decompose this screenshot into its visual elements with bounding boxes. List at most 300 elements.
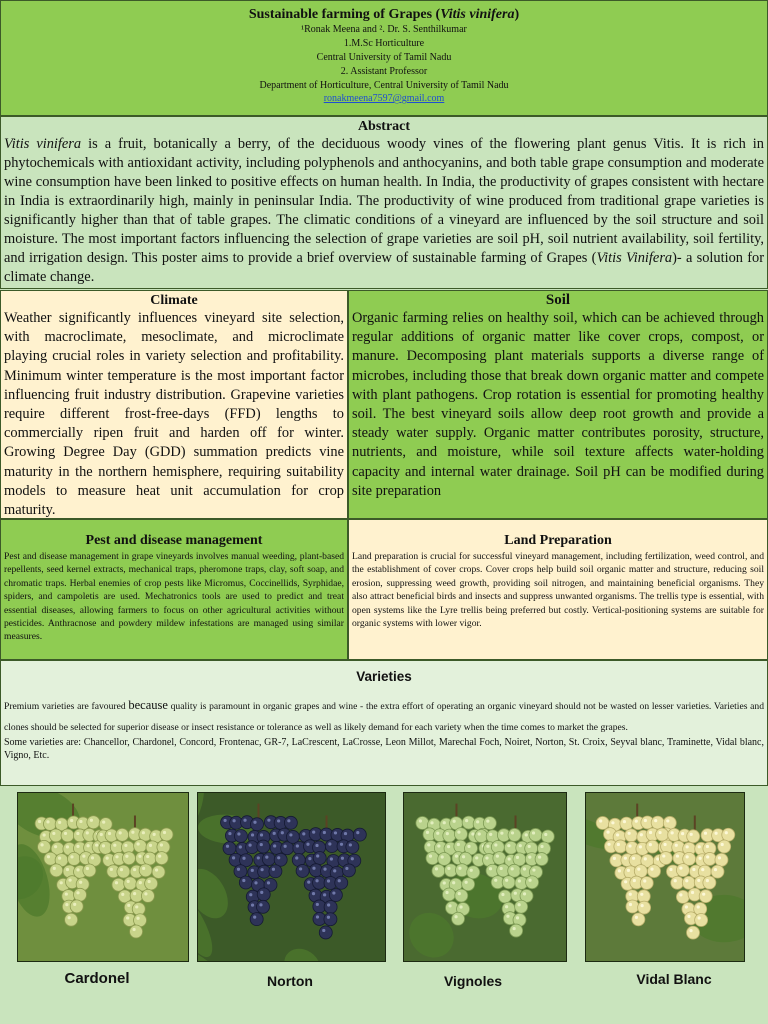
grape-berry — [239, 876, 252, 889]
berry-highlight — [125, 855, 128, 858]
affiliation-line-1: 1.M.Sc Horticulture — [343, 38, 425, 49]
berry-highlight — [295, 856, 298, 859]
grape-berry — [325, 840, 338, 853]
berry-highlight — [76, 868, 79, 871]
berry-highlight — [68, 916, 71, 919]
berry-highlight — [243, 819, 246, 822]
grape-berry — [718, 840, 731, 853]
grape-berry — [513, 853, 526, 866]
berry-highlight — [519, 844, 522, 847]
berry-highlight — [106, 857, 109, 860]
grape-berry — [112, 878, 125, 891]
berry-highlight — [611, 821, 614, 824]
berry-highlight — [506, 915, 509, 918]
grape-berry — [510, 924, 523, 937]
grape-berry — [454, 828, 467, 841]
berry-highlight — [237, 832, 240, 835]
berry-highlight — [79, 820, 82, 823]
abstract-heading: Abstract — [357, 119, 411, 134]
berry-highlight — [508, 857, 511, 860]
berry-highlight — [242, 857, 245, 860]
berry-highlight — [470, 869, 473, 872]
grape-berry — [640, 876, 653, 889]
berry-highlight — [260, 843, 263, 846]
berry-highlight — [306, 843, 309, 846]
grape-berry — [682, 876, 695, 889]
grape-berry — [257, 888, 270, 901]
berry-highlight — [471, 832, 474, 835]
berry-highlight — [316, 903, 319, 906]
grape-berry — [452, 912, 465, 925]
berry-highlight — [82, 855, 85, 858]
grape-berry — [687, 830, 700, 843]
grape-berry — [124, 877, 137, 890]
berry-highlight — [453, 820, 456, 823]
berry-highlight — [632, 857, 635, 860]
berry-highlight — [153, 833, 156, 836]
soil-body: Organic farming relies on healthy soil, which can be achieved through regular additions of organic matter like cover crops, compost, or manure. Decomposing plant materials supports a diverse range of microbes, including those that break down organic matter and compete with plant pathogens. Crop rotation is essential for promoting healthy soil. The best vineyard soils allow deep root growth and provide a steady water supply. Organic matter contributes porosity, structure, nutrients, and moisture, while soil texture affects water-holding capacity and internal water drainage. Soil pH can be modified during site preparation — [352, 310, 764, 499]
berry-highlight — [448, 904, 451, 907]
grape-berry — [443, 888, 456, 901]
berry-highlight — [254, 881, 257, 884]
grape-berry — [703, 876, 716, 889]
berry-highlight — [133, 892, 136, 895]
berry-highlight — [674, 879, 677, 882]
berry-highlight — [486, 820, 489, 823]
grape-berry — [676, 890, 689, 903]
berry-highlight — [679, 893, 682, 896]
land-section — [348, 519, 768, 660]
berry-highlight — [251, 869, 254, 872]
berry-highlight — [507, 844, 510, 847]
grape-berry — [711, 865, 724, 878]
berry-highlight — [87, 844, 90, 847]
berry-highlight — [312, 867, 315, 870]
berry-highlight — [676, 854, 679, 857]
berry-highlight — [698, 845, 701, 848]
berry-highlight — [494, 843, 497, 846]
berry-highlight — [260, 868, 263, 871]
grape-berry — [65, 913, 78, 926]
authors: ¹Ronak Meena and ². Dr. S. Senthilkumar — [301, 24, 467, 35]
abstract-section — [0, 116, 768, 289]
berry-highlight — [704, 832, 707, 835]
poster-header — [0, 0, 768, 116]
berry-highlight — [627, 869, 630, 872]
berry-highlight — [299, 867, 302, 870]
berry-highlight — [284, 845, 287, 848]
grape-berry — [722, 828, 735, 841]
caption-vidal-blanc: Vidal Blanc — [636, 971, 712, 987]
berry-highlight — [307, 881, 310, 884]
grape-berry — [122, 852, 135, 865]
grape-berry — [535, 853, 548, 866]
berry-highlight — [146, 855, 149, 858]
email-link[interactable]: ronakmeena7597@gmail.com — [323, 93, 445, 104]
berry-highlight — [436, 832, 439, 835]
berry-highlight — [681, 832, 684, 835]
berry-highlight — [607, 843, 610, 846]
berry-highlight — [467, 845, 470, 848]
berry-highlight — [516, 916, 519, 919]
berry-highlight — [65, 903, 68, 906]
berry-highlight — [144, 892, 147, 895]
berry-highlight — [327, 916, 330, 919]
berry-highlight — [435, 867, 438, 870]
berry-highlight — [528, 879, 531, 882]
grape-berry — [526, 876, 539, 889]
berry-highlight — [64, 832, 67, 835]
berry-highlight — [486, 845, 489, 848]
grape-berry — [223, 842, 236, 855]
berry-highlight — [544, 833, 547, 836]
berry-highlight — [289, 833, 292, 836]
berry-highlight — [70, 855, 73, 858]
berry-highlight — [66, 868, 69, 871]
berry-highlight — [669, 868, 672, 871]
berry-highlight — [76, 845, 79, 848]
grape-berry — [508, 864, 521, 877]
grape-berry — [671, 876, 684, 889]
berry-highlight — [132, 928, 135, 931]
berry-highlight — [635, 820, 638, 823]
vignoles-photo — [403, 792, 567, 962]
grape-berry — [493, 852, 506, 865]
berry-highlight — [260, 833, 263, 836]
grape-berry — [155, 852, 168, 865]
berry-highlight — [52, 832, 55, 835]
berry-highlight — [330, 857, 333, 860]
berry-highlight — [138, 855, 141, 858]
grape-berry — [67, 852, 80, 865]
berry-highlight — [43, 833, 46, 836]
berry-highlight — [489, 867, 492, 870]
berry-highlight — [163, 831, 166, 834]
berry-highlight — [308, 857, 311, 860]
berry-highlight — [70, 819, 73, 822]
varieties-section — [0, 660, 768, 786]
berry-highlight — [649, 831, 652, 834]
berry-highlight — [528, 845, 531, 848]
berry-highlight — [142, 831, 145, 834]
berry-highlight — [349, 843, 352, 846]
berry-highlight — [475, 856, 478, 859]
vignoles-image — [404, 793, 567, 962]
berry-highlight — [277, 856, 280, 859]
berry-highlight — [139, 881, 142, 884]
grape-berry — [455, 864, 468, 877]
berry-highlight — [501, 893, 504, 896]
grape-berry — [467, 866, 480, 879]
berry-highlight — [623, 820, 626, 823]
grape-berry — [620, 817, 633, 830]
berry-highlight — [115, 855, 118, 858]
berry-highlight — [38, 820, 41, 823]
berry-highlight — [124, 844, 127, 847]
grape-berry — [61, 829, 74, 842]
varieties-heading: Varieties — [356, 669, 412, 684]
grape-berry — [329, 889, 342, 902]
berry-highlight — [613, 857, 616, 860]
berry-highlight — [127, 880, 130, 883]
affiliation-line-2: Central University of Tamil Nadu — [316, 52, 452, 63]
berry-highlight — [322, 929, 325, 932]
berry-highlight — [656, 857, 659, 860]
grape-berry — [699, 890, 712, 903]
grape-berry — [132, 902, 145, 915]
soil-heading: Soil — [545, 292, 571, 308]
grape-berry — [257, 840, 270, 853]
berry-highlight — [686, 845, 689, 848]
berry-highlight — [476, 820, 479, 823]
berry-highlight — [635, 916, 638, 919]
berry-highlight — [60, 881, 63, 884]
pest-section — [0, 519, 348, 660]
grape-berry — [651, 816, 664, 829]
berry-highlight — [253, 916, 256, 919]
berry-highlight — [618, 869, 621, 872]
berry-highlight — [148, 880, 151, 883]
berry-highlight — [91, 856, 94, 859]
land-body: Land preparation is crucial for successful vineyard management, including fertilization, weed control, and the establishment of cover crops. Cover crops help build soil organic matter and structure, reducing soil erosion, suppressing weed growth, providing soil nitrogen, and maintaining beneficial organisms. They also attract beneficial birds and insects and suppress unwanted organisms. The trellis type is essential, with open systems like the Lyre trellis being preferred but costly. Vertical-positioning systems are suitable for organic systems with lower vigor. — [352, 551, 764, 630]
grape-berry — [152, 865, 165, 878]
berry-highlight — [53, 867, 56, 870]
berry-highlight — [644, 857, 647, 860]
berry-highlight — [640, 833, 643, 836]
berry-highlight — [663, 843, 666, 846]
berry-highlight — [628, 844, 631, 847]
berry-highlight — [624, 880, 627, 883]
berry-highlight — [296, 844, 299, 847]
grape-berry — [676, 864, 689, 877]
caption-norton: Norton — [267, 973, 313, 989]
berry-highlight — [447, 867, 450, 870]
grape-berry — [134, 840, 147, 853]
grape-berry — [683, 852, 696, 865]
berry-highlight — [718, 856, 721, 859]
berry-highlight — [658, 831, 661, 834]
berry-highlight — [226, 845, 229, 848]
berry-highlight — [649, 843, 652, 846]
grape-berry — [502, 876, 515, 889]
grape-berry — [342, 864, 355, 877]
berry-highlight — [65, 892, 68, 895]
berry-highlight — [259, 903, 262, 906]
berry-highlight — [706, 879, 709, 882]
grape-berry — [663, 816, 676, 829]
berry-highlight — [323, 868, 326, 871]
berry-highlight — [127, 904, 130, 907]
berry-highlight — [692, 868, 695, 871]
berry-highlight — [251, 904, 254, 907]
grape-berry — [438, 852, 451, 865]
berry-highlight — [327, 903, 330, 906]
berry-highlight — [115, 881, 118, 884]
berry-highlight — [538, 855, 541, 858]
berry-highlight — [356, 831, 359, 834]
berry-highlight — [500, 832, 503, 835]
berry-highlight — [344, 832, 347, 835]
grape-berry — [234, 829, 247, 842]
berry-highlight — [616, 833, 619, 836]
berry-highlight — [332, 891, 335, 894]
berry-highlight — [445, 891, 448, 894]
berry-highlight — [640, 893, 643, 896]
grape-berry — [313, 852, 326, 865]
berry-highlight — [654, 819, 657, 822]
berry-highlight — [685, 879, 688, 882]
berry-highlight — [323, 893, 326, 896]
berry-highlight — [617, 843, 620, 846]
berry-highlight — [273, 832, 276, 835]
grape-berry — [715, 853, 728, 866]
berry-highlight — [505, 905, 508, 908]
berry-highlight — [334, 831, 337, 834]
grape-berry — [703, 852, 716, 865]
poster-title: Sustainable farming of Grapes (Vitis vinifera) — [248, 7, 520, 22]
berry-highlight — [686, 855, 689, 858]
berry-highlight — [338, 879, 341, 882]
grape-gallery — [0, 786, 768, 1024]
grape-berry — [324, 913, 337, 926]
grape-berry — [432, 864, 445, 877]
grape-berry — [335, 876, 348, 889]
berry-highlight — [721, 843, 724, 846]
berry-highlight — [685, 905, 688, 908]
grape-berry — [274, 853, 287, 866]
berry-highlight — [478, 832, 481, 835]
cardonel-image — [18, 793, 189, 962]
berry-highlight — [100, 833, 103, 836]
berry-highlight — [644, 819, 647, 822]
berry-highlight — [281, 831, 284, 834]
berry-highlight — [242, 879, 245, 882]
berry-highlight — [465, 819, 468, 822]
grape-berry — [160, 828, 173, 841]
berry-highlight — [149, 844, 152, 847]
berry-highlight — [46, 820, 49, 823]
pest-heading: Pest and disease management — [85, 533, 263, 548]
berry-highlight — [628, 832, 631, 835]
berry-highlight — [457, 831, 460, 834]
berry-highlight — [340, 843, 343, 846]
berry-highlight — [315, 844, 318, 847]
affiliation-line-3: 2. Assistant Professor — [340, 66, 428, 77]
berry-highlight — [500, 867, 503, 870]
berry-highlight — [137, 842, 140, 845]
berry-highlight — [637, 868, 640, 871]
berry-highlight — [228, 832, 231, 835]
berry-highlight — [511, 831, 514, 834]
grape-berry — [498, 890, 511, 903]
berry-highlight — [260, 891, 263, 894]
berry-highlight — [328, 842, 331, 845]
grape-berry — [353, 828, 366, 841]
berry-highlight — [73, 903, 76, 906]
berry-highlight — [441, 855, 444, 858]
grape-berry — [614, 840, 627, 853]
berry-highlight — [110, 868, 113, 871]
berry-highlight — [426, 831, 429, 834]
grape-berry — [99, 818, 112, 831]
berry-highlight — [419, 819, 422, 822]
grape-berry — [250, 818, 263, 831]
grape-berry — [139, 864, 152, 877]
berry-highlight — [691, 891, 694, 894]
varieties-paragraph-1: Premium varieties are favoured because quality is paramount in organic grapes and wine - the extra effort of operating an organic vineyard should not be wasted on lesser varieties. Varieties and clones should be selected for superior disease or insect resistance or tolerance as well as likely demand for each variety when the time comes to market the grapes. — [4, 698, 765, 733]
grape-berry — [455, 889, 468, 902]
berry-highlight — [706, 855, 709, 858]
grape-berry — [284, 816, 297, 829]
berry-highlight — [699, 857, 702, 860]
grape-berry — [475, 830, 488, 843]
berry-highlight — [273, 844, 276, 847]
grape-berry — [462, 878, 475, 891]
caption-cardonel: Cardonel — [64, 970, 130, 987]
berry-highlight — [513, 927, 516, 930]
berry-highlight — [86, 831, 89, 834]
berry-highlight — [514, 892, 517, 895]
grape-berry — [508, 828, 521, 841]
grape-berry — [256, 900, 269, 913]
berry-highlight — [248, 844, 251, 847]
berry-highlight — [120, 868, 123, 871]
grape-berry — [49, 829, 62, 842]
berry-highlight — [485, 856, 488, 859]
grape-berry — [596, 817, 609, 830]
abstract-body: Vitis vinifera is a fruit, botanically a berry, of the deciduous woody vines of the flowering plant genus Vitis. It is rich in phytochemicals with antioxidant activity, including polyphenols and anthocyanins, and both table grape consumption and moderate wine consumption have been linked to positive effects on human health. In India, the productivity of grapes consistent with hectare in India is extraordinarily high, mainly in peninsular India. The productivity of wine produced from traditional grape varieties is significantly higher than that of table grapes. The climatic conditions of a vineyard are influenced by the soil structure and soil moisture. The most important factors influencing the selection of grape varieties are soil pH, soil nutrient availability, soil fertility, and irrigation design. This poster aims to provide a brief overview of sustainable farming of Grapes (Vitis Vinifera)- a solution for climate change. — [4, 136, 765, 285]
berry-highlight — [95, 843, 98, 846]
grape-berry — [346, 840, 359, 853]
berry-highlight — [690, 833, 693, 836]
berry-highlight — [277, 819, 280, 822]
berry-highlight — [496, 855, 499, 858]
berry-highlight — [316, 915, 319, 918]
berry-highlight — [223, 819, 226, 822]
berry-highlight — [516, 856, 519, 859]
berry-highlight — [689, 929, 692, 932]
grape-berry — [625, 829, 638, 842]
berry-highlight — [158, 854, 161, 857]
berry-highlight — [133, 868, 136, 871]
berry-highlight — [253, 821, 256, 824]
berry-highlight — [599, 819, 602, 822]
berry-highlight — [257, 856, 260, 859]
berry-highlight — [518, 879, 521, 882]
berry-highlight — [443, 821, 446, 824]
berry-highlight — [697, 905, 700, 908]
berry-highlight — [437, 844, 440, 847]
berry-highlight — [429, 855, 432, 858]
berry-highlight — [76, 891, 79, 894]
berry-highlight — [629, 893, 632, 896]
berry-highlight — [237, 868, 240, 871]
berry-highlight — [54, 845, 57, 848]
berry-highlight — [302, 832, 305, 835]
berry-highlight — [427, 843, 430, 846]
berry-highlight — [675, 844, 678, 847]
norton-photo — [197, 792, 386, 962]
grape-berry — [319, 926, 332, 939]
berry-highlight — [345, 867, 348, 870]
climate-heading: Climate — [150, 293, 198, 308]
berry-highlight — [511, 867, 514, 870]
berry-highlight — [58, 821, 61, 824]
berry-highlight — [272, 868, 275, 871]
berry-highlight — [518, 903, 521, 906]
berry-highlight — [540, 845, 543, 848]
berry-highlight — [113, 844, 116, 847]
